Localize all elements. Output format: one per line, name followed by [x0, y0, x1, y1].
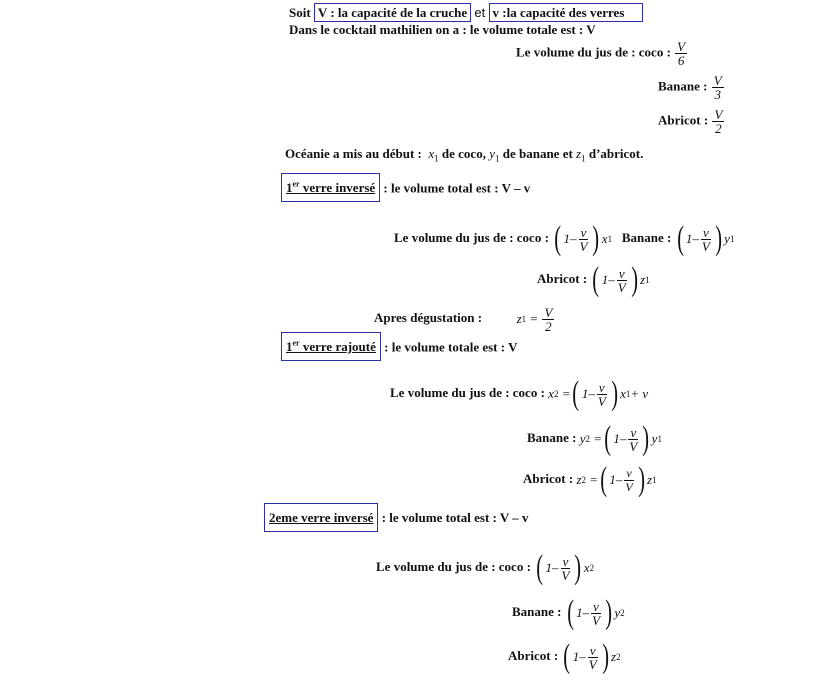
formula-banane-3: ( 1 – $\frac{v}{V}$ ) y 2	[567, 594, 625, 632]
formula-coco-2: x 2 = ( 1 – $\frac{v}{V}$ ) x 1 + v	[548, 375, 649, 413]
formula-coco-3: ( 1 – $\frac{v}{V}$ ) x 2	[536, 549, 595, 587]
capacity-V-definition: V : la capacité de la cruche	[317, 5, 468, 20]
section2-banane-line	[527, 418, 662, 459]
abricot-text: d’abricot.	[588, 146, 644, 161]
var-x: x	[428, 146, 435, 161]
section2-title-box	[281, 332, 381, 361]
section1-subtitle: : le volume total est : V – v	[383, 180, 531, 196]
section3-coco-line	[376, 547, 594, 588]
degustation-label: Apres dégustation :	[374, 310, 483, 325]
section2-abricot-line	[523, 459, 657, 500]
section1-title: 1er verre inversé	[286, 180, 376, 196]
de-banane-text: de banane et	[502, 146, 573, 161]
abricot-label: Abricot :	[523, 471, 574, 486]
formula-banane-1: ( 1 – $\frac{v}{V}$ ) y 1	[676, 220, 735, 258]
var-z: z	[576, 146, 582, 161]
section3-title: 2eme verre inversé	[269, 510, 374, 525]
section1-title-box	[281, 173, 380, 202]
section3-heading	[264, 510, 529, 526]
intro-line-1	[289, 5, 643, 21]
oceanie-line: Océanie a mis au début : $x_1$ de coco, $y_1$ de banane et $z_1$ d’abricot.	[285, 146, 644, 164]
section2-subtitle: : le volume totale est : V	[384, 339, 518, 355]
section2-coco-line	[390, 373, 648, 414]
intro-banane-line	[658, 74, 725, 101]
banane-label: Banane :	[658, 78, 708, 94]
section1-coco-line	[394, 218, 734, 259]
banane-label: Banane :	[512, 604, 562, 619]
coco-label: Le volume du jus de : coco :	[516, 44, 671, 60]
var-y: y	[489, 146, 495, 161]
soit-text: Soit	[289, 5, 311, 20]
section3-subtitle: : le volume total est : V – v	[381, 510, 529, 525]
formula-abricot-1: ( 1 – $\frac{v}{V}$ ) z 1	[592, 261, 650, 299]
formula-z1: z 1 = $\frac{V}{2}$	[516, 304, 553, 334]
de-coco-text: de coco,	[441, 146, 486, 161]
abricot-label: Abricot :	[658, 112, 709, 128]
section1-abricot-line	[537, 259, 650, 300]
capacity-v-definition: v :la capacité des verres	[492, 5, 625, 20]
section3-abricot-line	[508, 636, 621, 677]
formula-banane-2: y 2 = ( 1 – $\frac{v}{V}$ ) y 1	[579, 420, 662, 458]
intro-coco-line	[516, 40, 688, 67]
capacity-V-box	[314, 3, 471, 22]
fraction-V-over-3: $\frac{V}{3}$	[713, 73, 722, 102]
section3-title-box	[264, 503, 378, 532]
abricot-label: Abricot :	[537, 271, 588, 286]
section2-title: 1er verre rajouté	[286, 339, 376, 355]
banane-label: Banane :	[621, 230, 672, 245]
abricot-label: Abricot :	[508, 648, 559, 663]
fraction-V-over-2: $\frac{V}{2}$	[714, 107, 723, 136]
banane-label: Banane :	[527, 430, 577, 445]
section3-banane-line	[512, 592, 625, 633]
section1-heading	[281, 177, 530, 196]
formula-abricot-2: z 2 = ( 1 – $\frac{v}{V}$ ) z 1	[576, 461, 657, 499]
intro-line-2: Dans le cocktail mathilien on a : le volume totale est : V	[289, 22, 596, 37]
formula-coco-1: ( 1 – $\frac{v}{V}$ ) x 1	[554, 220, 613, 258]
coco-label: Le volume du jus de : coco :	[376, 559, 531, 574]
intro-abricot-line	[658, 108, 725, 135]
formula-abricot-3: ( 1 – $\frac{v}{V}$ ) z 2	[563, 638, 621, 676]
coco-label: Le volume du jus de : coco :	[390, 385, 545, 400]
oceanie-start: Océanie a mis au début :	[285, 146, 422, 161]
degustation-line	[374, 300, 555, 337]
section2-heading	[281, 336, 517, 355]
et-text: et	[474, 5, 486, 20]
coco-label: Le volume du jus de : coco :	[394, 230, 549, 245]
capacity-v-box	[489, 3, 644, 22]
fraction-V-over-6: $\frac{V}{6}$	[677, 39, 686, 68]
